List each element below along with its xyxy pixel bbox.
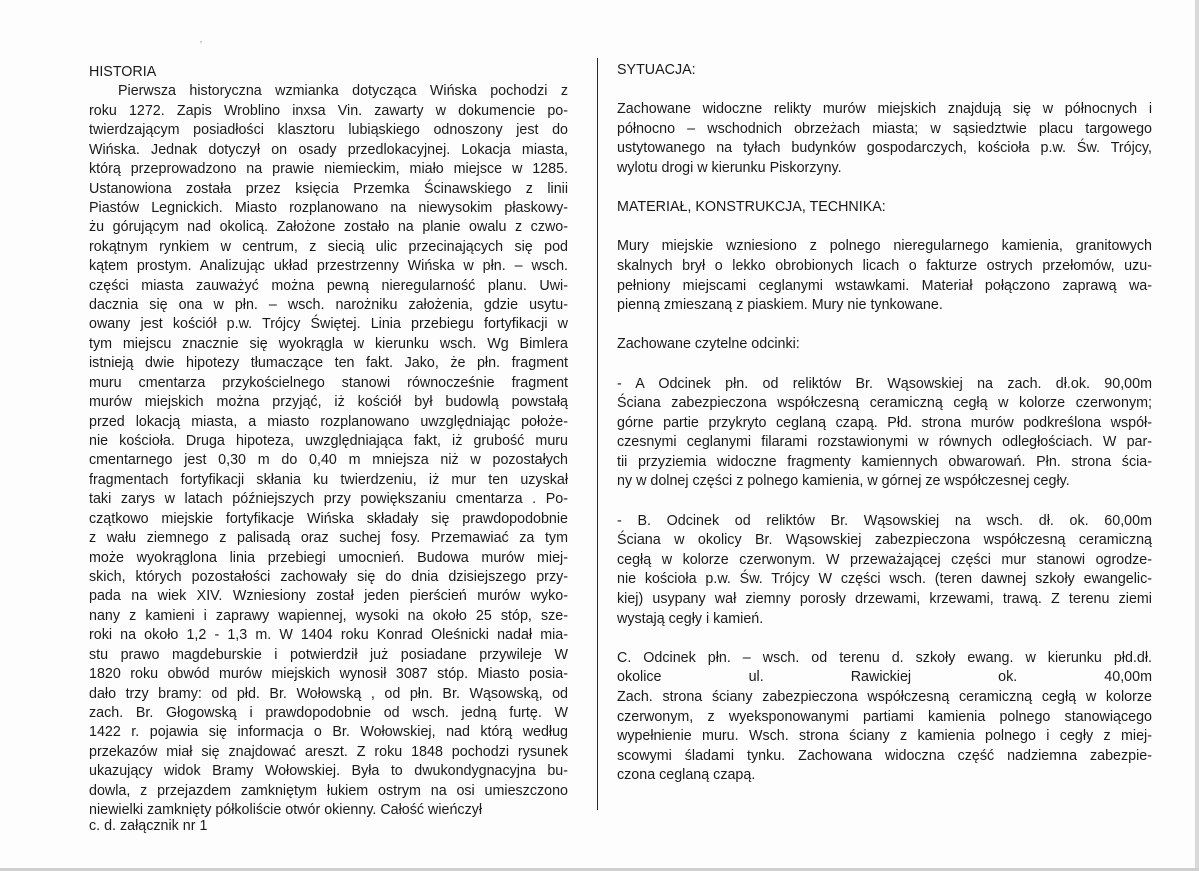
odcinek-b-line: - B. Odcinek od reliktów Br. Wąsowskiej na wsch. dł. ok. 60,00m xyxy=(617,512,1152,529)
scan-edge-right xyxy=(1195,0,1199,871)
sytuacja-line: północno – wschodnich obrzeżach miasta; w sąsiedztwie placu targowego xyxy=(617,120,1152,137)
material-line: skalnych brył o lekko obrobionych licach o fakturze ostrych przełomów, uzu- xyxy=(617,257,1152,274)
odcinek-c-line: czerwonym, z wyeksponowanymi partiami kamienia polnego stanowiącego xyxy=(617,708,1152,725)
historia-line: zach. Br. Głogowską i prawdopodobnie od wsch. jedną furtę. W xyxy=(89,704,568,721)
historia-line: Wińska. Jednak dotyczył on osady przedlokacyjnej. Lokacja miasta, xyxy=(89,141,568,158)
historia-line: pada na wiek XIV. Wzniesiony został jeden pierścień murów wyko- xyxy=(89,588,568,605)
material-body xyxy=(617,237,1152,315)
historia-line: części miasta zauważyć można pewną nieregularność planu. Uwi- xyxy=(89,277,568,294)
historia-line: dało trzy bramy: od płd. Br. Wołowską , od płn. Br. Wąsowską, od xyxy=(89,685,568,702)
historia-column xyxy=(89,63,568,820)
historia-line: żu górującym nad okolicą. Założone zostało na planie owalu z czwo- xyxy=(89,219,568,236)
material-line: pełniony miejscami ceglanymi wstawkami. Materiał połączono zaprawą wa- xyxy=(617,277,1152,294)
historia-line: owany jest kościół p.w. Trójcy Świętej. Linia przebiegu fortyfikacji w xyxy=(89,316,568,333)
historia-line: taki zarys w latach późniejszych przy powiększaniu cmentarza . Po- xyxy=(89,491,568,508)
historia-line: niewielki zamknięty półkoliście otwór okienny. Całość wieńczył xyxy=(89,802,483,819)
odcinek-c-line: okolice ul. Rawickiej ok. 40,00m xyxy=(617,669,1152,686)
historia-body xyxy=(89,82,568,820)
historia-line: istnieją dwie hipotezy tłumaczące ten fakt. Jako, że płn. fragment xyxy=(89,355,568,372)
odcinek-c-line: scowymi śladami tynku. Zachowana widoczna część nadziemna zabezpie- xyxy=(617,747,1152,764)
odcinek-c xyxy=(617,649,1152,786)
historia-line: nie kościoła. Druga hipoteza, uwzględniająca fakt, iż grubość muru xyxy=(89,433,568,450)
historia-line: czątkowo miejskie fortyfikacje Wińska składały się prawdopodobnie xyxy=(89,510,568,527)
historia-line: 1820 roku obwód murów miejskich wynosił 3087 stóp. Miasto posia- xyxy=(89,666,568,683)
historia-line: roki na około 1,2 - 1,3 m. W 1404 roku Konrad Oleśnicki nadał mia- xyxy=(89,627,568,644)
odcinek-a-line: tii przyziemia widoczne fragmenty kamiennych obwarowań. Płn. strona ścia- xyxy=(617,453,1152,470)
historia-line: roku 1272. Zapis Wroblino inxsa Vin. zawarty w dokumencie po- xyxy=(89,102,568,119)
historia-line: fragmentach fortyfikacji skłania ku twierdzeniu, iż mur ten uzyskał xyxy=(89,471,568,488)
odcinki-heading: Zachowane czytelne odcinki: xyxy=(617,336,800,353)
historia-line: dacznia się ona w płn. – wsch. narożniku założenia, gdzie usytu- xyxy=(89,297,568,314)
odcinek-b-line: kiej) usypany wał ziemny porosły drzewami, krzewami, trawą. Z terenu ziemi xyxy=(617,591,1152,608)
historia-line: może wyokrąglona linia przebiegi umocnień. Budowa murów miej- xyxy=(89,549,568,566)
material-line: Mury miejskie wzniesiono z polnego nieregularnego kamienia, granitowych xyxy=(617,238,1152,255)
odcinek-c-line: Zach. strona ściany zabezpieczona współczesną ceramiczną cegłą w kolorze xyxy=(617,689,1152,705)
historia-line: dowla, z przejazdem zamkniętym łukiem ostrym na osi umieszczono xyxy=(89,782,568,799)
historia-line: muru cmentarza przykościelnego stanowi równocześnie fragment xyxy=(89,374,568,391)
historia-line: stu prawo magdeburskie i potwierdził już posiadane przywileje W xyxy=(89,646,568,663)
odcinek-a-line: ny w dolnej części z polnego kamienia, w górnej ze współczesnej cegły. xyxy=(617,473,1070,490)
historia-line: murów miejskich można przyjąć, iż kościół był budowlą powstałą xyxy=(89,394,568,411)
odcinek-b-line: wystają cegły i kamień. xyxy=(617,610,764,627)
sytuacja-heading: SYTUACJA: xyxy=(617,62,696,78)
odcinek-b-line: Ściana w okolicy Br. Wąsowskiej zabezpieczona współczesną ceramiczną xyxy=(617,532,1152,549)
odcinek-c-line: C. Odcinek płn. – wsch. od terenu d. szkoły ewang. w kierunku płd.dł. xyxy=(617,649,1152,666)
odcinek-a-line: Ściana zabezpieczona współczesną ceramiczną cegłą w kolorze czerwonym; xyxy=(617,395,1152,412)
sytuacja-line: ustytowanego na tyłach budynków gospodarczych, kościoła p.w. Św. Trójcy, xyxy=(617,140,1152,157)
sytuacja-body xyxy=(617,100,1152,178)
column-divider xyxy=(597,58,598,810)
sytuacja-line: Zachowane widoczne relikty murów miejskich znajdują się w północnych i xyxy=(617,101,1152,118)
scan-speck: ʼ xyxy=(200,40,202,50)
historia-line: nany z kamieni i zaprawy wapiennej, wysoki na około 25 stóp, sze- xyxy=(89,607,568,624)
historia-line: Piastów Legnickich. Miasto rozplanowano na niewysokim płaskowy- xyxy=(89,199,568,216)
historia-line: którą przeprowadzono na prawie niemieckim, miało miejsce w 1285. xyxy=(89,161,568,178)
historia-line: 1422 r. pojawia się informacja o Br. Wołowskiej, nad którą według xyxy=(89,724,568,741)
historia-line: twierdzającym posiadłości klasztoru lubiąskiego odnoszony jest do xyxy=(89,122,568,139)
historia-line: rokątnym rynkiem w centrum, z siecią ulic przecinających się pod xyxy=(89,238,568,255)
details-column xyxy=(617,61,1152,806)
odcinek-b xyxy=(617,512,1152,630)
odcinek-b-line: cegłą w kolorze czerwonym. W przeważającej części mur stanowi ogrodze- xyxy=(617,551,1152,568)
historia-line: kątem prostym. Analizując układ przestrzenny Wińska w płn. – wsch. xyxy=(89,258,568,275)
odcinek-b-line: nie kościoła p.w. Św. Trójcy W części wsch. (teren dawnej szkoły ewangelic- xyxy=(617,571,1152,588)
footer-note: c. d. załącznik nr 1 xyxy=(89,818,208,834)
historia-line: Ustanowiona została przez księcia Przemka Ścinawskiego z linii xyxy=(89,180,568,197)
historia-line: przekazów miał się znajdować areszt. Z roku 1848 pochodzi rysunek xyxy=(89,743,568,760)
material-heading: MATERIAŁ, KONSTRUKCJA, TECHNIKA: xyxy=(617,199,886,216)
historia-line: cmentarnego jest 0,30 m do 0,40 m mniejsza niż w pozostałych xyxy=(89,452,568,469)
historia-line: tym miejscu znacznie się wyokrągla w kierunku wsch. Wg Bimlera xyxy=(89,335,568,352)
odcinek-a-line: czesnymi ceglanymi filarami rozstawionymi w równych odległościach. W par- xyxy=(617,434,1152,451)
material-line: pienną zmieszaną z piaskiem. Mury nie tynkowane. xyxy=(617,297,943,314)
odcinek-a-line: - A Odcinek płn. od reliktów Br. Wąsowskiej na zach. dł.ok. 90,00m xyxy=(617,375,1152,392)
historia-line: z wału ziemnego z palisadą oraz suchej fosy. Przemawiać za tym xyxy=(89,530,568,547)
historia-line: skich, których pozostałości zachowały się do dnia dzisiejszego przy- xyxy=(89,568,568,585)
sytuacja-line: wylotu drogi w kierunku Piskorzyny. xyxy=(617,159,842,176)
odcinek-a-line: górne partie przykryto ceglaną czapą. Płd. strona murów podkreślona współ- xyxy=(617,414,1152,431)
historia-heading: HISTORIA xyxy=(89,64,157,80)
odcinek-c-line: wypełnienie muru. Wsch. strona ściany z kamienia polnego i cegły z miej- xyxy=(617,728,1152,745)
historia-line: przed lokacją miasta, a miasto rozplanowano uwzględniając położe- xyxy=(89,413,568,430)
historia-line: ukazujący widok Bramy Wołowskiej. Była to dwukondygnacyjna bu- xyxy=(89,763,568,780)
odcinek-a xyxy=(617,375,1152,493)
odcinek-c-line: czona ceglaną czapą. xyxy=(617,767,756,784)
historia-line: Pierwsza historyczna wzmianka dotycząca Wińska pochodzi z xyxy=(118,83,568,100)
